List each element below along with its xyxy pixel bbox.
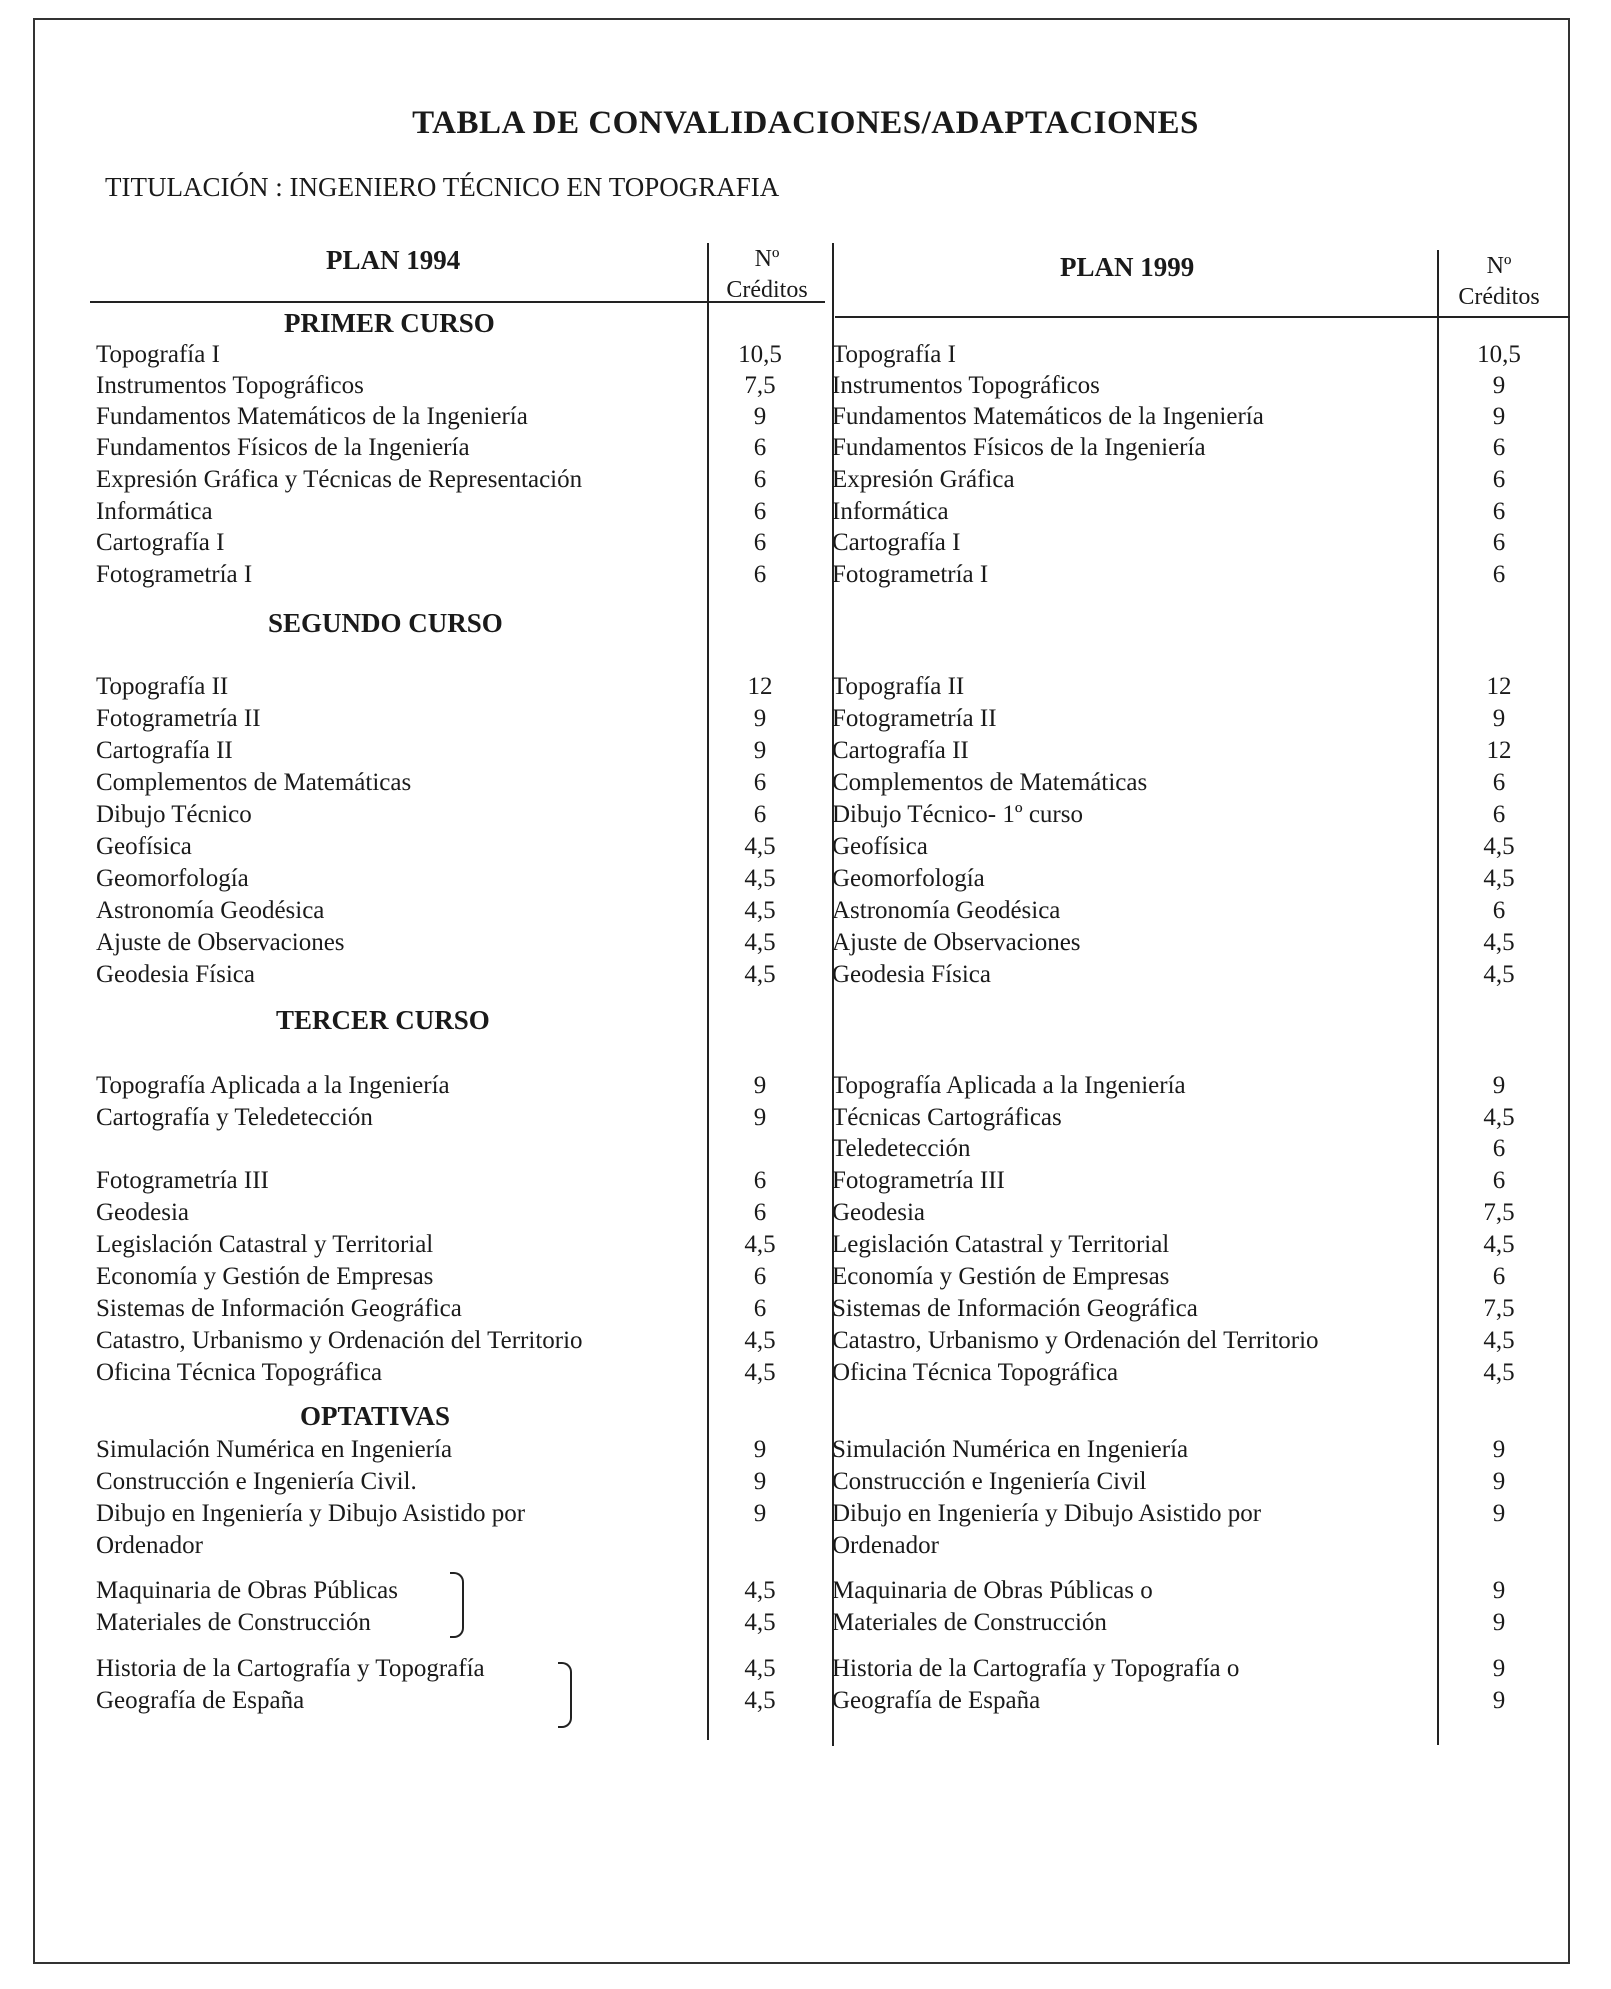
plan-1999-credits: 9 [1492,1468,1506,1495]
plan-1999-credits: 9 [1492,1609,1506,1636]
table-row [0,1103,1611,1133]
plan-1999-credits: 6 [1492,529,1506,556]
plan-1994-credits: 4,5 [744,1687,776,1714]
section-primer-curso: PRIMER CURSO [284,308,495,338]
plan-1999-credits: 6 [1492,769,1506,796]
table-row [0,672,1611,702]
credits-header-left-symbol: Nº [754,246,780,272]
plan-1999-subject: Geodesia Física [832,961,991,988]
plan-1999-subject: Ordenador [832,1532,939,1559]
table-row [0,864,1611,894]
table-row [0,1262,1611,1292]
plan-1999-subject: Complementos de Matemáticas [832,769,1148,796]
plan-1999-credits: 4,5 [1483,865,1515,892]
section-segundo-curso: SEGUNDO CURSO [268,608,503,638]
plan-1994-credits: 9 [753,1104,767,1131]
table-row [0,800,1611,830]
plan-1999-subject: Fundamentos Matemáticos de la Ingeniería [832,403,1264,430]
plan-1999-credits: 9 [1492,1072,1506,1099]
plan-1999-credits: 9 [1492,1687,1506,1714]
plan-1994-subject: Geodesia Física [96,961,255,988]
plan-1999-credits: 9 [1492,1577,1506,1604]
table-row [0,1326,1611,1356]
plan-1999-credits: 6 [1492,1135,1506,1162]
table-row [0,896,1611,926]
plan-1999-subject: Expresión Gráfica [832,466,1015,493]
plan-1994-subject: Dibujo Técnico [96,801,252,828]
plan-1999-subject: Técnicas Cartográficas [832,1104,1062,1131]
table-row [0,1608,1611,1638]
plan-1999-subject: Cartografía I [832,529,961,556]
plan-1994-subject: Construcción e Ingeniería Civil. [96,1468,417,1495]
plan-1994-credits: 7,5 [744,372,776,399]
plan-1999-subject: Sistemas de Información Geográfica [832,1295,1198,1322]
plan-1999-credits: 6 [1492,801,1506,828]
plan-1999-credits: 6 [1492,1167,1506,1194]
plan-1994-credits: 10,5 [738,341,782,368]
plan-1994-credits: 9 [753,1436,767,1463]
plan-1994-credits: 6 [753,1167,767,1194]
table-row [0,928,1611,958]
plan-1994-subject: Topografía Aplicada a la Ingeniería [96,1072,450,1099]
table-row [0,1499,1611,1529]
plan-1994-subject: Topografía I [96,341,220,368]
table-row [0,1686,1611,1716]
plan-1999-credits: 6 [1492,434,1506,461]
table-row [0,1576,1611,1606]
plan-1994-subject: Topografía II [96,673,229,700]
table-row [0,340,1611,370]
plan-1994-credits: 4,5 [744,929,776,956]
plan-1999-credits: 7,5 [1483,1295,1515,1322]
table-row [0,433,1611,463]
plan-1999-subject: Geomorfología [832,865,985,892]
brace-optativas-group-2 [558,1662,572,1728]
plan-1994-subject: Astronomía Geodésica [96,897,325,924]
plan-1994-subject: Ordenador [96,1532,203,1559]
table-row [0,1435,1611,1465]
table-row [0,1654,1611,1684]
table-row [0,528,1611,558]
table-row [0,1198,1611,1228]
plan-1999-subject: Instrumentos Topográficos [832,372,1100,399]
plan-1999-subject: Informática [832,498,949,525]
table-row [0,1467,1611,1497]
plan-1999-subject: Fotogrametría II [832,705,997,732]
plan-1999-credits: 4,5 [1483,1327,1515,1354]
plan-1994-subject: Fotogrametría II [96,705,261,732]
plan-1999-subject: Dibujo en Ingeniería y Dibujo Asistido por [832,1500,1262,1527]
header-rule-right [835,316,1570,318]
degree-title: TITULACIÓN : INGENIERO TÉCNICO EN TOPOGRAFIA [105,172,780,202]
table-row [0,1166,1611,1196]
plan-1999-credits: 4,5 [1483,961,1515,988]
plan-1999-subject: Fotogrametría I [832,561,989,588]
plan-1994-credits: 4,5 [744,897,776,924]
plan-1999-subject: Oficina Técnica Topográfica [832,1359,1119,1386]
plan-1994-credits: 6 [753,529,767,556]
table-row [0,560,1611,590]
plan-1999-credits: 9 [1492,1436,1506,1463]
plan-1999-credits: 9 [1492,372,1506,399]
plan-1994-credits: 9 [753,705,767,732]
plan-1994-subject: Geodesia [96,1199,190,1226]
plan-1994-credits: 9 [753,403,767,430]
brace-optativas-group-1 [450,1572,464,1638]
plan-1994-subject: Sistemas de Información Geográfica [96,1295,462,1322]
plan-1994-credits: 4,5 [744,865,776,892]
page-title: TABLA DE CONVALIDACIONES/ADAPTACIONES [412,105,1199,141]
plan-1994-credits: 6 [753,434,767,461]
plan-1999-header: PLAN 1999 [1060,252,1195,282]
plan-1999-subject: Fotogrametría III [832,1167,1005,1194]
plan-1999-subject: Cartografía II [832,737,969,764]
plan-1999-credits: 12 [1486,737,1512,764]
plan-1999-subject: Historia de la Cartografía y Topografía o [832,1655,1240,1682]
plan-1999-credits: 4,5 [1483,1104,1515,1131]
plan-1994-credits: 6 [753,498,767,525]
plan-1994-credits: 6 [753,1199,767,1226]
plan-1994-subject: Informática [96,498,213,525]
table-row [0,1531,1611,1561]
table-row [0,1134,1611,1164]
plan-1994-subject: Geomorfología [96,865,249,892]
table-row [0,465,1611,495]
plan-1999-credits: 4,5 [1483,929,1515,956]
table-row [0,402,1611,432]
plan-1999-credits: 4,5 [1483,1359,1515,1386]
plan-1994-subject: Economía y Gestión de Empresas [96,1263,434,1290]
credits-header-right-symbol: Nº [1486,253,1512,279]
plan-1994-credits: 9 [753,1072,767,1099]
credits-header-right-label: Créditos [1458,284,1540,310]
plan-1994-subject: Geografía de España [96,1687,305,1714]
section-tercer-curso: TERCER CURSO [276,1005,490,1035]
table-row [0,1230,1611,1260]
table-row [0,704,1611,734]
table-row [0,371,1611,401]
plan-1994-subject: Materiales de Construcción [96,1609,371,1636]
plan-1994-subject: Cartografía II [96,737,233,764]
table-row [0,736,1611,766]
credits-header-left-label: Créditos [726,277,808,303]
plan-1999-subject: Dibujo Técnico- 1º curso [832,801,1083,828]
plan-1994-credits: 6 [753,1295,767,1322]
table-row [0,960,1611,990]
plan-1999-subject: Maquinaria de Obras Públicas o [832,1577,1153,1604]
plan-1994-subject: Fundamentos Físicos de la Ingeniería [96,434,470,461]
plan-1994-credits: 4,5 [744,1327,776,1354]
plan-1994-subject: Oficina Técnica Topográfica [96,1359,383,1386]
section-optativas: OPTATIVAS [300,1401,451,1431]
credits-header-right [1444,251,1554,313]
plan-1994-subject: Maquinaria de Obras Públicas [96,1577,399,1604]
plan-1999-credits: 9 [1492,403,1506,430]
plan-1999-credits: 9 [1492,1655,1506,1682]
table-row [0,1294,1611,1324]
plan-1999-subject: Astronomía Geodésica [832,897,1061,924]
plan-1999-credits: 4,5 [1483,833,1515,860]
table-row [0,1358,1611,1388]
plan-1994-credits: 9 [753,1468,767,1495]
plan-1999-credits: 7,5 [1483,1199,1515,1226]
plan-1994-credits: 6 [753,1263,767,1290]
plan-1994-credits: 9 [753,1500,767,1527]
plan-1994-credits: 4,5 [744,1655,776,1682]
credits-header-left [712,244,822,306]
table-row [0,1071,1611,1101]
plan-1994-credits: 4,5 [744,1577,776,1604]
plan-1999-subject: Construcción e Ingeniería Civil [832,1468,1147,1495]
plan-1994-credits: 6 [753,769,767,796]
plan-1999-credits: 6 [1492,466,1506,493]
plan-1999-subject: Geodesia [832,1199,926,1226]
plan-1999-subject: Ajuste de Observaciones [832,929,1081,956]
plan-1999-subject: Economía y Gestión de Empresas [832,1263,1170,1290]
plan-1994-subject: Geofísica [96,833,192,860]
plan-1999-subject: Topografía I [832,341,956,368]
table-row [0,497,1611,527]
plan-1999-subject: Topografía Aplicada a la Ingeniería [832,1072,1186,1099]
plan-1999-subject: Legislación Catastral y Territorial [832,1231,1170,1258]
plan-1994-subject: Expresión Gráfica y Técnicas de Representación [96,466,583,493]
plan-1994-credits: 12 [747,673,773,700]
plan-1999-subject: Simulación Numérica en Ingeniería [832,1436,1189,1463]
plan-1999-subject: Geografía de España [832,1687,1041,1714]
plan-1999-subject: Catastro, Urbanismo y Ordenación del Territorio [832,1327,1319,1354]
plan-1999-subject: Geofísica [832,833,928,860]
plan-1994-subject: Simulación Numérica en Ingeniería [96,1436,453,1463]
plan-1999-credits: 6 [1492,498,1506,525]
plan-1999-subject: Fundamentos Físicos de la Ingeniería [832,434,1206,461]
plan-1994-credits: 4,5 [744,1359,776,1386]
plan-1999-credits: 10,5 [1477,341,1521,368]
plan-1999-subject: Teledetección [832,1135,971,1162]
plan-1994-subject: Complementos de Matemáticas [96,769,412,796]
plan-1994-subject: Instrumentos Topográficos [96,372,364,399]
plan-1994-subject: Fotogrametría III [96,1167,269,1194]
plan-1999-credits: 9 [1492,705,1506,732]
plan-1999-credits: 12 [1486,673,1512,700]
plan-1994-credits: 4,5 [744,1609,776,1636]
plan-1994-subject: Historia de la Cartografía y Topografía [96,1655,485,1682]
plan-1994-subject: Fundamentos Matemáticos de la Ingeniería [96,403,528,430]
plan-1994-credits: 4,5 [744,1231,776,1258]
table-row [0,768,1611,798]
header-rule-left [90,301,825,303]
plan-1994-subject: Ajuste de Observaciones [96,929,345,956]
plan-1999-credits: 4,5 [1483,1231,1515,1258]
plan-1994-credits: 6 [753,801,767,828]
plan-1994-credits: 4,5 [744,833,776,860]
plan-1999-subject: Topografía II [832,673,965,700]
plan-1994-credits: 6 [753,466,767,493]
plan-1994-subject: Catastro, Urbanismo y Ordenación del Territorio [96,1327,583,1354]
plan-1994-subject: Cartografía I [96,529,225,556]
plan-1994-header: PLAN 1994 [326,245,461,275]
plan-1994-credits: 6 [753,561,767,588]
plan-1994-subject: Legislación Catastral y Territorial [96,1231,434,1258]
plan-1994-subject: Fotogrametría I [96,561,253,588]
table-row [0,832,1611,862]
plan-1994-subject: Cartografía y Teledetección [96,1104,373,1131]
plan-1999-credits: 6 [1492,1263,1506,1290]
plan-1999-credits: 6 [1492,561,1506,588]
plan-1999-subject: Materiales de Construcción [832,1609,1107,1636]
plan-1994-credits: 4,5 [744,961,776,988]
plan-1994-subject: Dibujo en Ingeniería y Dibujo Asistido por [96,1500,526,1527]
plan-1999-credits: 9 [1492,1500,1506,1527]
plan-1999-credits: 6 [1492,897,1506,924]
plan-1994-credits: 9 [753,737,767,764]
